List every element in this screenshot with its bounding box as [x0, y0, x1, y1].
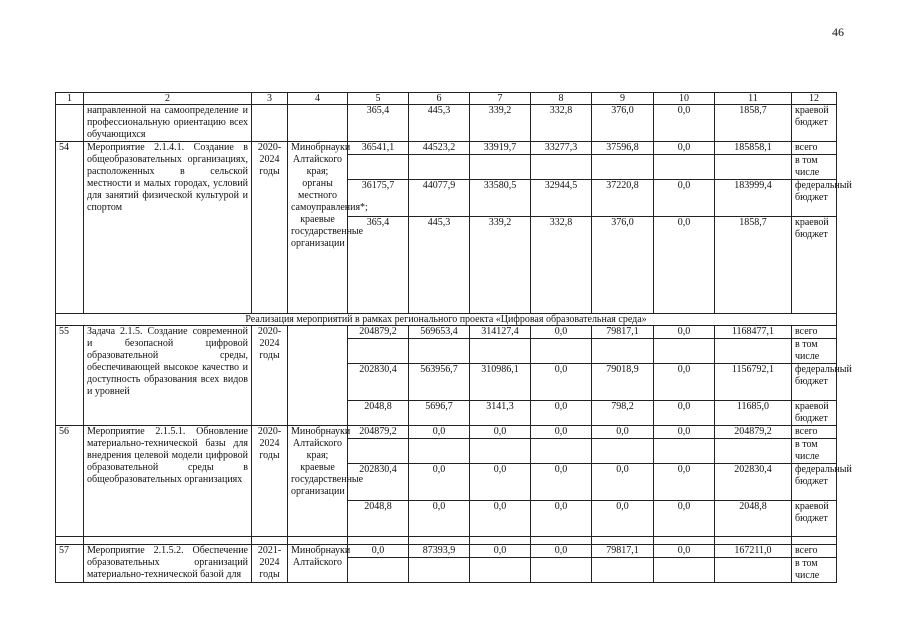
- value-cell: 87393,9: [409, 545, 470, 558]
- empty-cell: [715, 439, 792, 464]
- empty-cell: [470, 339, 531, 364]
- value-cell: 0,0: [592, 464, 654, 501]
- fund-source-cell: всего: [792, 426, 837, 439]
- value-cell: 0,0: [654, 364, 715, 401]
- fund-source-cell: всего: [792, 326, 837, 339]
- empty-cell: [288, 537, 348, 545]
- row-number-cell: [56, 105, 84, 142]
- empty-cell: [592, 339, 654, 364]
- value-cell: 32944,5: [531, 180, 592, 217]
- empty-cell: [470, 537, 531, 545]
- value-cell: 0,0: [409, 501, 470, 537]
- empty-cell: [252, 537, 288, 545]
- value-cell: 79817,1: [592, 545, 654, 558]
- fund-source-cell: в том числе: [792, 439, 837, 464]
- value-cell: 202830,4: [715, 464, 792, 501]
- value-cell: 332,8: [531, 217, 592, 314]
- value-cell: 339,2: [470, 217, 531, 314]
- budget-table: [55, 92, 852, 583]
- value-cell: 0,0: [470, 545, 531, 558]
- empty-cell: [592, 537, 654, 545]
- empty-cell: [592, 155, 654, 180]
- empty-cell: [792, 537, 837, 545]
- header-cell: 4: [288, 93, 348, 105]
- value-cell: 185858,1: [715, 142, 792, 155]
- value-cell: 1156792,1: [715, 364, 792, 401]
- fund-source-cell: в том числе: [792, 339, 837, 364]
- empty-cell: [531, 537, 592, 545]
- header-cell: 6: [409, 93, 470, 105]
- empty-cell: [654, 558, 715, 583]
- empty-cell: [409, 558, 470, 583]
- empty-cell: [409, 537, 470, 545]
- empty-cell: [409, 155, 470, 180]
- description-cell: Мероприятие 2.1.4.1. Создание в общеобразовательных организациях, расположенных в сельской местности и малых городах, условий для занятий физической культурой и спортом: [84, 142, 252, 314]
- value-cell: 37220,8: [592, 180, 654, 217]
- empty-cell: [470, 439, 531, 464]
- executor-cell: Минобрнауки Алтайского края; краевые государственные организации: [288, 426, 348, 537]
- description-cell: направленной на самоопределение и профессиональную ориентацию всех обучающихся: [84, 105, 252, 142]
- header-cell: 5: [348, 93, 409, 105]
- empty-cell: [531, 558, 592, 583]
- empty-cell: [654, 155, 715, 180]
- row-number-cell: 57: [56, 545, 84, 583]
- value-cell: 0,0: [654, 326, 715, 339]
- row-number-cell: 55: [56, 326, 84, 426]
- empty-cell: [84, 537, 252, 545]
- value-cell: 33919,7: [470, 142, 531, 155]
- value-cell: 0,0: [470, 426, 531, 439]
- table-row: [56, 545, 837, 558]
- fund-source-cell: краевой бюджет: [792, 501, 837, 537]
- years-cell: 2020-2024 годы: [252, 426, 288, 537]
- value-cell: 332,8: [531, 105, 592, 142]
- value-cell: 0,0: [654, 464, 715, 501]
- value-cell: 0,0: [470, 464, 531, 501]
- fund-source-cell: федеральный бюджет: [792, 364, 837, 401]
- fund-source-cell: в том числе: [792, 155, 837, 180]
- empty-cell: [348, 537, 409, 545]
- value-cell: 79817,1: [592, 326, 654, 339]
- value-cell: 202830,4: [348, 364, 409, 401]
- value-cell: 33277,3: [531, 142, 592, 155]
- value-cell: 0,0: [592, 501, 654, 537]
- budget-table-wrap: [55, 92, 852, 583]
- value-cell: 339,2: [470, 105, 531, 142]
- empty-cell: [531, 339, 592, 364]
- value-cell: 204879,2: [348, 326, 409, 339]
- value-cell: 202830,4: [348, 464, 409, 501]
- value-cell: 36541,1: [348, 142, 409, 155]
- value-cell: 0,0: [531, 364, 592, 401]
- fund-source-cell: всего: [792, 545, 837, 558]
- empty-cell: [409, 339, 470, 364]
- value-cell: 310986,1: [470, 364, 531, 401]
- fund-source-cell: краевой бюджет: [792, 105, 837, 142]
- empty-cell: [470, 558, 531, 583]
- section-row: [56, 314, 837, 326]
- executor-cell: [288, 105, 348, 142]
- row-number-cell: 56: [56, 426, 84, 537]
- years-cell: 2020-2024 годы: [252, 326, 288, 426]
- executor-cell: [288, 326, 348, 426]
- table-row: [56, 426, 837, 439]
- header-cell: 7: [470, 93, 531, 105]
- description-cell: Мероприятие 2.1.5.2. Обеспечение образовательных организаций материально-технической базой для: [84, 545, 252, 583]
- value-cell: 11685,0: [715, 401, 792, 426]
- value-cell: 0,0: [654, 401, 715, 426]
- value-cell: 3141,3: [470, 401, 531, 426]
- value-cell: 314127,4: [470, 326, 531, 339]
- value-cell: 563956,7: [409, 364, 470, 401]
- empty-cell: [715, 558, 792, 583]
- empty-cell: [654, 439, 715, 464]
- executor-cell: Минобрнауки Алтайского края; органы местного самоуправления*; краевые государственные организации: [288, 142, 348, 314]
- row-number-cell: 54: [56, 142, 84, 314]
- empty-cell: [470, 155, 531, 180]
- empty-cell: [715, 339, 792, 364]
- empty-cell: [715, 537, 792, 545]
- header-cell: 2: [84, 93, 252, 105]
- header-cell: 10: [654, 93, 715, 105]
- spacer-row: [56, 537, 837, 545]
- value-cell: 0,0: [592, 426, 654, 439]
- fund-source-cell: всего: [792, 142, 837, 155]
- value-cell: 0,0: [348, 545, 409, 558]
- value-cell: 183999,4: [715, 180, 792, 217]
- empty-cell: [348, 558, 409, 583]
- table-row: [56, 326, 837, 339]
- value-cell: 0,0: [531, 545, 592, 558]
- empty-cell: [654, 537, 715, 545]
- value-cell: 0,0: [654, 426, 715, 439]
- value-cell: 569653,4: [409, 326, 470, 339]
- value-cell: 204879,2: [348, 426, 409, 439]
- executor-cell: Минобрнауки Алтайского: [288, 545, 348, 583]
- header-cell: 11: [715, 93, 792, 105]
- header-cell: 3: [252, 93, 288, 105]
- section-title: Реализация мероприятий в рамках регионального проекта «Цифровая образовательная среда»: [56, 314, 837, 326]
- page-number: 46: [832, 25, 844, 39]
- value-cell: 445,3: [409, 105, 470, 142]
- value-cell: 79018,9: [592, 364, 654, 401]
- description-cell: Мероприятие 2.1.5.1. Обновление материально-технической базы для внедрения целевой модели цифровой образовательной среды в общеобразовательных организациях: [84, 426, 252, 537]
- value-cell: 0,0: [531, 326, 592, 339]
- description-cell: Задача 2.1.5. Создание современной и безопасной цифровой образовательной среды, обеспечивающей высокое качество и доступность образования всех видов и уровней: [84, 326, 252, 426]
- table-row: [56, 105, 837, 142]
- empty-cell: [592, 558, 654, 583]
- value-cell: 0,0: [531, 426, 592, 439]
- empty-cell: [348, 339, 409, 364]
- empty-cell: [715, 155, 792, 180]
- fund-source-cell: краевой бюджет: [792, 217, 837, 314]
- value-cell: 2048,8: [348, 501, 409, 537]
- empty-cell: [531, 155, 592, 180]
- value-cell: 0,0: [409, 426, 470, 439]
- fund-source-cell: федеральный бюджет: [792, 180, 837, 217]
- empty-cell: [409, 439, 470, 464]
- fund-source-cell: в том числе: [792, 558, 837, 583]
- value-cell: 37596,8: [592, 142, 654, 155]
- value-cell: 445,3: [409, 217, 470, 314]
- value-cell: 0,0: [654, 142, 715, 155]
- value-cell: 0,0: [654, 501, 715, 537]
- value-cell: 44077,9: [409, 180, 470, 217]
- years-cell: [252, 105, 288, 142]
- fund-source-cell: федеральный бюджет: [792, 464, 837, 501]
- years-cell: 2020-2024 годы: [252, 142, 288, 314]
- value-cell: 1858,7: [715, 217, 792, 314]
- value-cell: 0,0: [654, 105, 715, 142]
- empty-cell: [56, 537, 84, 545]
- years-cell: 2021-2024 годы: [252, 545, 288, 583]
- value-cell: 365,4: [348, 105, 409, 142]
- empty-cell: [592, 439, 654, 464]
- value-cell: 167211,0: [715, 545, 792, 558]
- header-cell: 12: [792, 93, 837, 105]
- value-cell: 1168477,1: [715, 326, 792, 339]
- value-cell: 1858,7: [715, 105, 792, 142]
- value-cell: 376,0: [592, 217, 654, 314]
- header-row: [56, 93, 837, 105]
- value-cell: 36175,7: [348, 180, 409, 217]
- header-cell: 9: [592, 93, 654, 105]
- value-cell: 0,0: [531, 501, 592, 537]
- table-row: [56, 142, 837, 155]
- value-cell: 365,4: [348, 217, 409, 314]
- value-cell: 2048,8: [348, 401, 409, 426]
- value-cell: 204879,2: [715, 426, 792, 439]
- empty-cell: [531, 439, 592, 464]
- value-cell: 798,2: [592, 401, 654, 426]
- header-cell: 8: [531, 93, 592, 105]
- value-cell: 0,0: [531, 464, 592, 501]
- empty-cell: [348, 155, 409, 180]
- value-cell: 0,0: [654, 545, 715, 558]
- value-cell: 44523,2: [409, 142, 470, 155]
- value-cell: 2048,8: [715, 501, 792, 537]
- empty-cell: [348, 439, 409, 464]
- value-cell: 5696,7: [409, 401, 470, 426]
- empty-cell: [654, 339, 715, 364]
- value-cell: 0,0: [531, 401, 592, 426]
- value-cell: 0,0: [654, 217, 715, 314]
- value-cell: 0,0: [409, 464, 470, 501]
- fund-source-cell: краевой бюджет: [792, 401, 837, 426]
- value-cell: 0,0: [470, 501, 531, 537]
- value-cell: 376,0: [592, 105, 654, 142]
- value-cell: 0,0: [654, 180, 715, 217]
- header-cell: 1: [56, 93, 84, 105]
- value-cell: 33580,5: [470, 180, 531, 217]
